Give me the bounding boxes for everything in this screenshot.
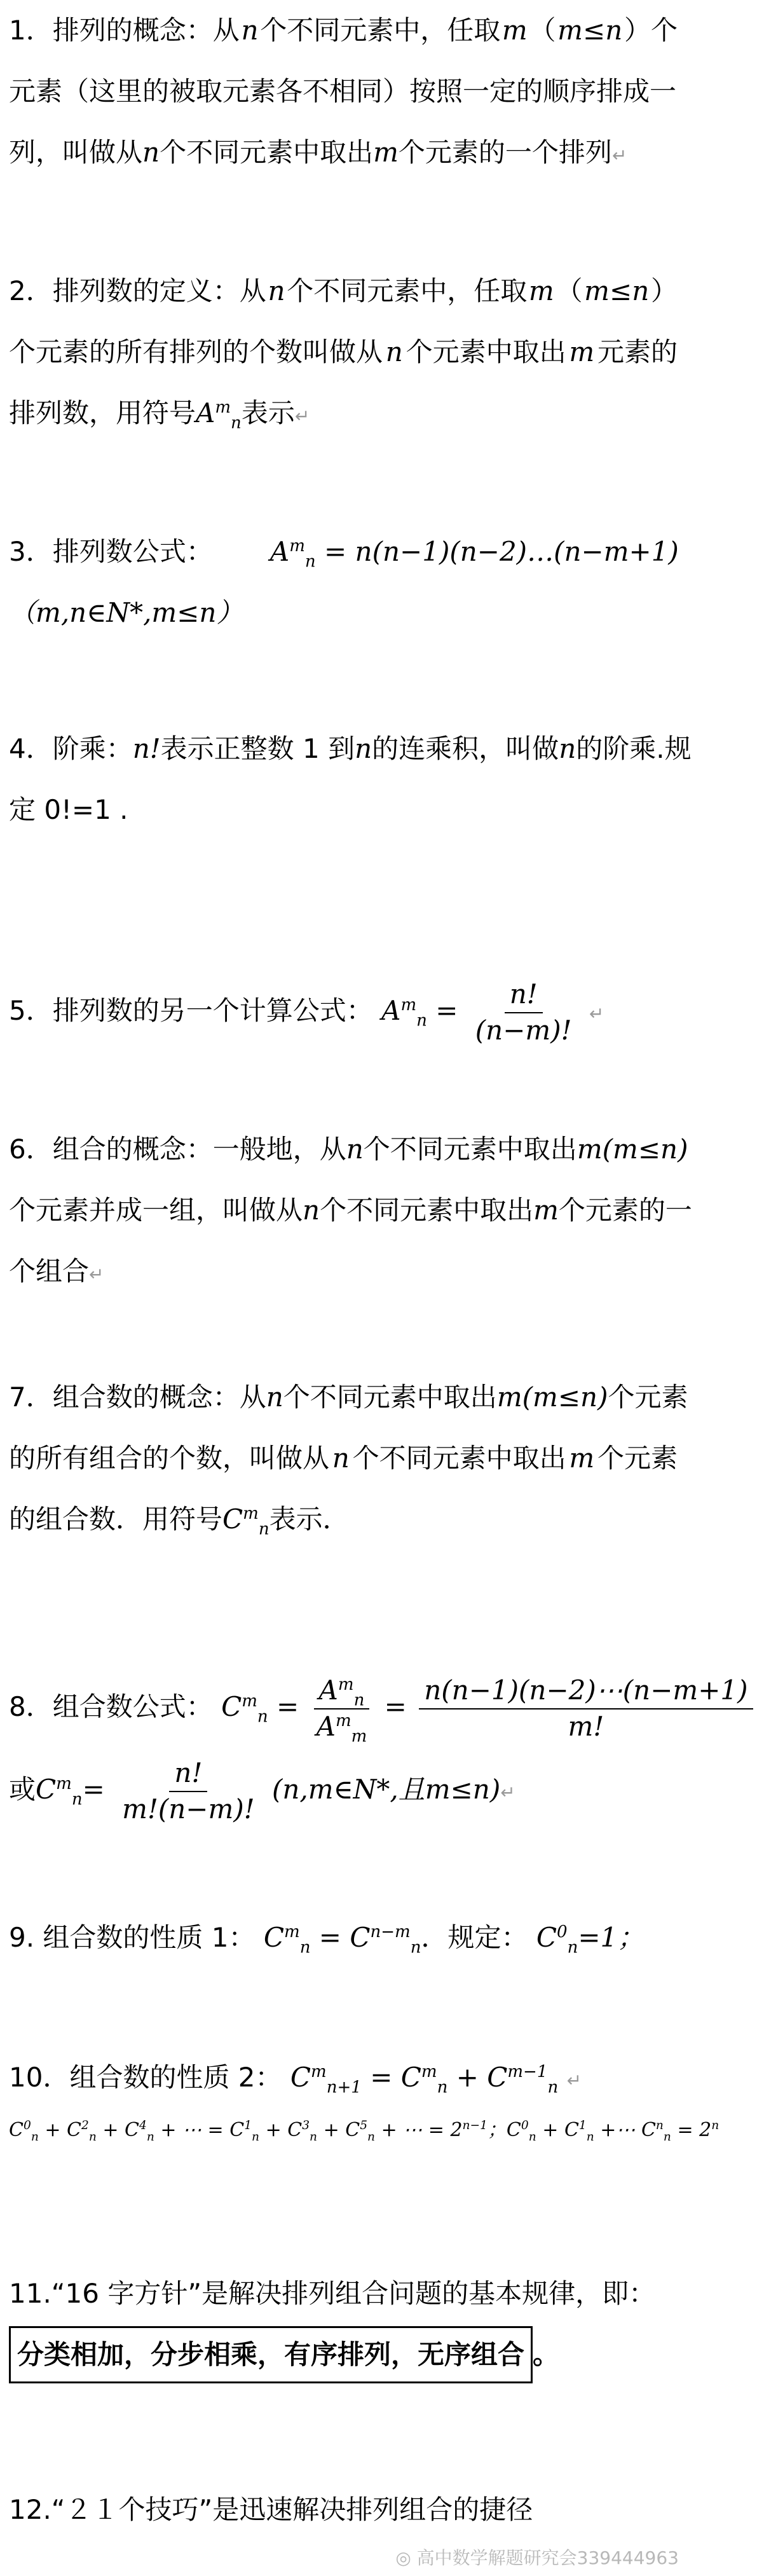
- item-12: [9, 2479, 678, 2540]
- item-2-line-2: 个元素的所有排列的个数叫做从 n 个元素中取出 m 元素的: [9, 336, 678, 367]
- item-11-line-1: 11.“16 字方针”是解决排列组合问题的基本规律，即：: [9, 2278, 656, 2309]
- item-6-line-3: 个组合↵: [9, 1256, 104, 1287]
- permutation-formula: $A^m_n$ = n(n−1)(n−2)…(n−m+1): [269, 536, 679, 572]
- item-9-line-1: 9. 组合数的性质 1： $C^m_n = C^{n-m}_n$．规定： $C^0_n=1$；: [9, 1922, 644, 1957]
- item-7: [9, 1367, 688, 1550]
- item-7-line-1: 7．组合数的概念：从 n 个不同元素中取出 m (m≤n) 个元素: [9, 1381, 688, 1413]
- item-6-line-2: 个元素并成一组，叫做从 n 个不同元素中取出 m 个元素的一: [9, 1195, 692, 1226]
- item-2-line-1: 2．排列数的定义：从 n 个不同元素中，任取 m （ m≤n ）: [9, 275, 678, 306]
- watermark: ◎ 高中数学解题研究会339444963: [395, 2547, 679, 2568]
- item-6: [9, 1119, 692, 1305]
- permutation-symbol: $A^m_n$: [196, 397, 242, 433]
- item-10-line-2: $C^0_n + C^2_n + C^4_n$ + ⋯ = $C^1_n + C^3_n + C^5_n$ + ⋯ = $2^{n-1}$；$C^0_n + C^1_n$ +⋯ $C^n_n = 2^n$: [9, 2119, 719, 2144]
- item-5: [9, 973, 678, 1052]
- item-3-line-1: 3 ． 排 列 数 公 式 ： $A^m_n$ = n(n−1)(n−2)…(n−m+1): [9, 521, 678, 582]
- item-9: [9, 1907, 678, 1968]
- item-1-line-3: 列，叫做从n个不同元素中取出m个元素的一个排列↵: [9, 137, 627, 168]
- wechat-icon: ◎: [395, 2547, 411, 2568]
- combination-symbol: $C^m_n$: [222, 1504, 269, 1539]
- item-4: [9, 718, 692, 840]
- item-8: [9, 1666, 748, 1834]
- item-11-line-2: 分类相加，分步相乘，有序排列，无序组合 。: [9, 2324, 678, 2385]
- item-6-line-1: 6．组合的概念：一般地，从 n 个不同元素中取出 m (m≤n): [9, 1134, 688, 1165]
- item-5-line-1: 5．排列数的另一个计算公式： $A^m_n$ = $\frac{n!}{(n-m)!}$ ↵: [9, 978, 604, 1046]
- item-1: [9, 0, 678, 186]
- item-8-line-1: 8．组合数公式： $C^m_n$ = $\frac{A^m_n}{A^m_m}$ = $\frac{n(n-1)(n-2)\cdots(n-m+1)}{m!}$: [9, 1666, 678, 1748]
- item-4-line-1: 4．阶乘： n! 表示正整数 1 到 n 的连乘积，叫做 n 的阶乘.规: [9, 733, 692, 764]
- item-3: [9, 521, 678, 643]
- rule-box: 分类相加，分步相乘，有序排列，无序组合: [9, 2326, 533, 2383]
- factorial-fraction: $\frac{n!}{(n-m)!}$: [475, 978, 572, 1046]
- item-11: [9, 2263, 678, 2385]
- item-10: [9, 2047, 719, 2149]
- item-8-line-2: 或$C^m_n=$ $\frac{n!}{m!(n-m)!}$ (n,m∈N*,且m≤n)↵: [9, 1757, 515, 1825]
- item-2: [9, 261, 678, 447]
- item-2-line-3: 排列数，用符号$A^m_n$表示↵: [9, 397, 310, 433]
- item-12-line-1: 12.“２１个技巧”是迅速解决排列组合的捷径: [9, 2494, 533, 2525]
- item-7-line-3: 的组合数．用符号$C^m_n$表示．: [9, 1504, 350, 1539]
- item-7-line-2: 的所有组合的个数，叫做从 n 个不同元素中取出 m 个元素: [9, 1442, 678, 1474]
- item-10-line-1: 10．组合数的性质 2： $C^m_{n+1} = C^m_n + C^{m-1}_n$ ↵: [9, 2062, 582, 2097]
- item-4-line-2: 定 0!=1 .: [9, 794, 128, 825]
- paragraph-mark: ↵: [611, 145, 627, 166]
- item-1-line-1: 1．排列的概念：从 n 个不同元素中，任取 m （ m≤n ）个: [9, 15, 678, 46]
- item-1-line-2: 元素（这里的被取元素各不相同）按照一定的顺序排成一: [9, 76, 677, 107]
- item-3-line-2: （m,n∈N*,m≤n）: [9, 597, 243, 628]
